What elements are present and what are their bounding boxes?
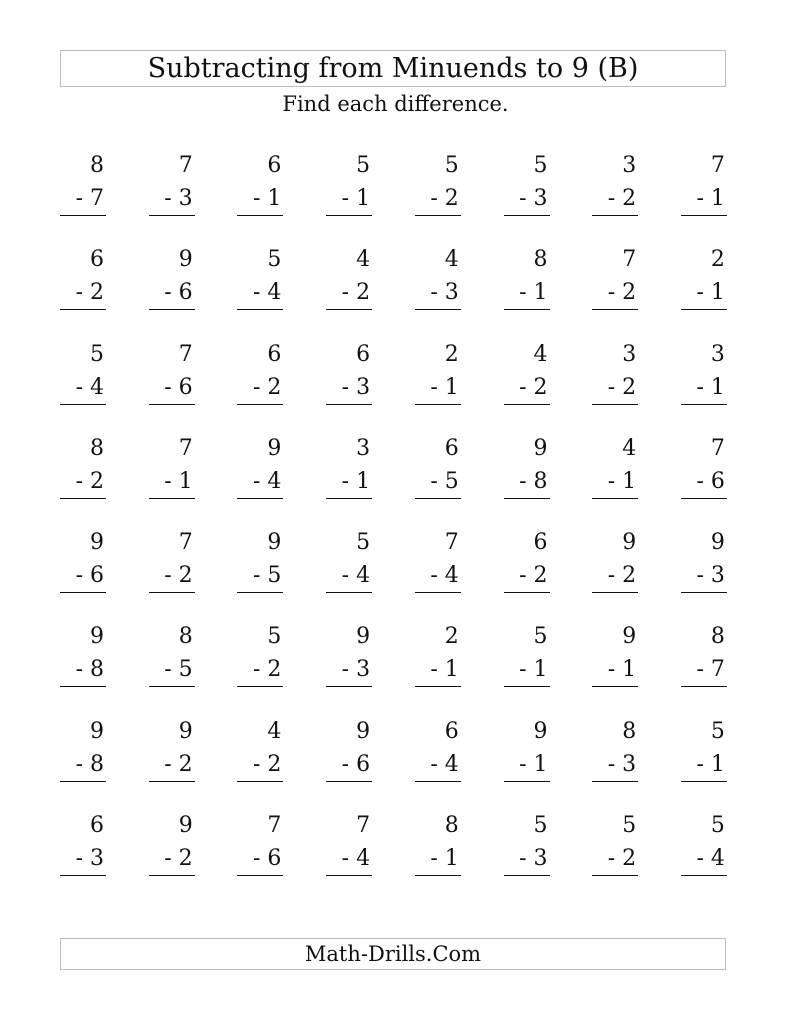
subtrahend: - 3 (592, 748, 638, 782)
subtraction-problem (326, 150, 372, 216)
minuend: 9 (356, 718, 371, 744)
subtraction-problem (60, 621, 106, 687)
minuend: 7 (178, 153, 193, 178)
subtraction-problem (681, 716, 727, 782)
minuend: 9 (533, 718, 548, 744)
footer-box (60, 938, 726, 970)
subtrahend: - 2 (237, 653, 283, 687)
subtraction-problem (415, 621, 461, 687)
subtraction-problem (592, 810, 638, 876)
subtraction-problem (592, 150, 638, 216)
minuend: 8 (622, 718, 637, 744)
subtraction-problem (149, 810, 195, 876)
subtraction-problem (237, 621, 283, 687)
subtraction-problem (326, 339, 372, 405)
minuend: 5 (533, 624, 548, 650)
subtraction-problem (504, 716, 550, 782)
subtrahend: - 3 (681, 559, 727, 593)
subtrahend: - 4 (681, 842, 727, 876)
minuend: 9 (90, 530, 104, 556)
minuend: 9 (710, 530, 725, 556)
subtraction-problem (681, 810, 727, 876)
minuend: 9 (267, 435, 282, 461)
subtrahend: - 1 (326, 465, 372, 499)
minuend: 3 (710, 341, 725, 367)
minuend: 5 (444, 153, 459, 178)
subtrahend: - 2 (149, 842, 195, 876)
subtrahend: - 2 (60, 465, 106, 499)
subtrahend: - 2 (326, 276, 372, 310)
subtrahend: - 1 (415, 653, 461, 687)
minuend: 9 (622, 530, 637, 556)
minuend: 6 (444, 435, 459, 461)
subtrahend: - 2 (504, 559, 550, 593)
subtraction-problem (237, 244, 283, 310)
minuend: 9 (267, 530, 282, 556)
subtrahend: - 4 (415, 559, 461, 593)
minuend: 6 (90, 247, 104, 273)
minuend: 6 (444, 718, 459, 744)
subtrahend: - 1 (504, 653, 550, 687)
subtraction-problem (592, 621, 638, 687)
minuend: 5 (90, 341, 104, 367)
subtraction-problem (60, 527, 106, 593)
subtrahend: - 1 (149, 465, 195, 499)
minuend: 5 (267, 247, 282, 273)
minuend: 7 (178, 435, 193, 461)
subtrahend: - 4 (237, 276, 283, 310)
subtraction-problem (237, 339, 283, 405)
subtraction-problem (504, 810, 550, 876)
subtrahend: - 2 (60, 276, 106, 310)
subtraction-problem (681, 433, 727, 499)
subtrahend: - 1 (681, 371, 727, 405)
minuend: 3 (356, 435, 371, 461)
subtrahend: - 7 (60, 182, 106, 216)
subtrahend: - 2 (592, 371, 638, 405)
subtraction-problem (592, 244, 638, 310)
subtraction-problem (504, 150, 550, 216)
minuend: 3 (622, 153, 637, 178)
subtrahend: - 1 (681, 182, 727, 216)
subtraction-problem (149, 244, 195, 310)
subtraction-problem (326, 621, 372, 687)
subtrahend: - 3 (326, 653, 372, 687)
subtraction-problem (326, 716, 372, 782)
subtraction-problem (504, 244, 550, 310)
minuend: 9 (178, 247, 193, 273)
subtraction-problem (149, 621, 195, 687)
minuend: 4 (267, 718, 282, 744)
subtraction-problem (681, 244, 727, 310)
subtrahend: - 2 (504, 371, 550, 405)
subtrahend: - 1 (415, 371, 461, 405)
problem-row (60, 621, 728, 715)
minuend: 7 (267, 813, 282, 839)
minuend: 6 (356, 341, 371, 367)
subtrahend: - 1 (681, 276, 727, 310)
subtraction-problem (415, 527, 461, 593)
subtraction-problem (60, 339, 106, 405)
subtraction-problem (326, 810, 372, 876)
subtrahend: - 4 (415, 748, 461, 782)
problem-row (60, 339, 728, 433)
minuend: 8 (444, 813, 459, 839)
subtraction-problem (326, 244, 372, 310)
subtraction-problem (60, 244, 106, 310)
subtrahend: - 6 (149, 276, 195, 310)
subtrahend: - 1 (504, 748, 550, 782)
subtrahend: - 1 (504, 276, 550, 310)
minuend: 8 (90, 153, 104, 178)
subtraction-problem (326, 527, 372, 593)
subtraction-problem (415, 244, 461, 310)
subtraction-problem (237, 433, 283, 499)
subtrahend: - 8 (60, 748, 106, 782)
subtrahend: - 1 (681, 748, 727, 782)
minuend: 3 (622, 341, 637, 367)
minuend: 7 (444, 530, 459, 556)
subtraction-problem (149, 716, 195, 782)
minuend: 5 (267, 624, 282, 650)
subtraction-problem (681, 621, 727, 687)
problem-row (60, 244, 728, 338)
minuend: 5 (622, 813, 637, 839)
minuend: 9 (356, 624, 371, 650)
subtrahend: - 4 (237, 465, 283, 499)
minuend: 7 (622, 247, 637, 273)
minuend: 4 (356, 247, 371, 273)
subtraction-problem (415, 716, 461, 782)
minuend: 6 (90, 813, 104, 839)
minuend: 6 (267, 341, 282, 367)
subtrahend: - 2 (592, 276, 638, 310)
problem-row (60, 716, 728, 810)
subtrahend: - 3 (504, 842, 550, 876)
subtraction-problem (415, 339, 461, 405)
subtraction-problem (415, 810, 461, 876)
subtrahend: - 1 (415, 842, 461, 876)
subtrahend: - 1 (237, 182, 283, 216)
minuend: 4 (444, 247, 459, 273)
subtraction-problem (237, 527, 283, 593)
subtrahend: - 3 (149, 182, 195, 216)
minuend: 9 (533, 435, 548, 461)
subtraction-problem (592, 339, 638, 405)
minuend: 9 (622, 624, 637, 650)
minuend: 7 (178, 530, 193, 556)
subtrahend: - 6 (237, 842, 283, 876)
minuend: 2 (710, 247, 725, 273)
minuend: 7 (710, 435, 725, 461)
worksheet-instructions: Find each difference. (282, 92, 509, 116)
subtraction-problem (592, 716, 638, 782)
minuend: 9 (178, 813, 193, 839)
subtraction-problem (681, 527, 727, 593)
minuend: 5 (533, 153, 548, 178)
subtrahend: - 6 (326, 748, 372, 782)
title-box (60, 50, 726, 87)
minuend: 5 (533, 813, 548, 839)
subtraction-problem (592, 527, 638, 593)
subtraction-problem (60, 150, 106, 216)
minuend: 4 (533, 341, 548, 367)
minuend: 2 (444, 624, 459, 650)
problem-row (60, 810, 728, 904)
problem-grid (60, 150, 728, 904)
subtrahend: - 5 (415, 465, 461, 499)
subtrahend: - 2 (592, 842, 638, 876)
subtraction-problem (237, 716, 283, 782)
minuend: 9 (178, 718, 193, 744)
subtraction-problem (60, 810, 106, 876)
subtraction-problem (504, 433, 550, 499)
subtrahend: - 2 (592, 559, 638, 593)
subtrahend: - 2 (237, 748, 283, 782)
minuend: 5 (356, 153, 371, 178)
subtrahend: - 3 (60, 842, 106, 876)
subtraction-problem (149, 339, 195, 405)
minuend: 5 (710, 718, 725, 744)
footer-site: Math-Drills.Com (304, 941, 482, 966)
subtrahend: - 1 (592, 653, 638, 687)
subtraction-problem (415, 433, 461, 499)
subtraction-problem (504, 339, 550, 405)
minuend: 8 (533, 247, 548, 273)
minuend: 9 (90, 718, 104, 744)
subtraction-problem (592, 433, 638, 499)
subtrahend: - 2 (237, 371, 283, 405)
subtrahend: - 2 (415, 182, 461, 216)
subtrahend: - 4 (326, 842, 372, 876)
subtrahend: - 6 (149, 371, 195, 405)
minuend: 4 (622, 435, 637, 461)
subtrahend: - 4 (326, 559, 372, 593)
minuend: 7 (710, 153, 725, 178)
problem-row (60, 433, 728, 527)
subtraction-problem (60, 433, 106, 499)
subtrahend: - 3 (326, 371, 372, 405)
subtrahend: - 5 (149, 653, 195, 687)
subtraction-problem (415, 150, 461, 216)
subtrahend: - 3 (504, 182, 550, 216)
subtraction-problem (326, 433, 372, 499)
minuend: 6 (533, 530, 548, 556)
minuend: 8 (178, 624, 193, 650)
minuend: 8 (90, 435, 104, 461)
subtrahend: - 8 (60, 653, 106, 687)
subtrahend: - 3 (415, 276, 461, 310)
minuend: 9 (90, 624, 104, 650)
subtrahend: - 4 (60, 371, 106, 405)
minuend: 7 (356, 813, 371, 839)
subtrahend: - 1 (592, 465, 638, 499)
minuend: 6 (267, 153, 282, 178)
minuend: 2 (444, 341, 459, 367)
worksheet-title: Subtracting from Minuends to 9 (B) (147, 53, 639, 84)
minuend: 5 (356, 530, 371, 556)
subtraction-problem (237, 810, 283, 876)
subtraction-problem (504, 527, 550, 593)
subtrahend: - 5 (237, 559, 283, 593)
subtrahend: - 1 (326, 182, 372, 216)
subtraction-problem (504, 621, 550, 687)
minuend: 7 (178, 341, 193, 367)
subtraction-problem (681, 150, 727, 216)
subtraction-problem (149, 433, 195, 499)
problem-row (60, 527, 728, 621)
subtrahend: - 2 (149, 559, 195, 593)
minuend: 5 (710, 813, 725, 839)
subtraction-problem (149, 527, 195, 593)
minuend: 8 (710, 624, 725, 650)
subtrahend: - 2 (149, 748, 195, 782)
subtrahend: - 6 (60, 559, 106, 593)
problem-row (60, 150, 728, 244)
subtraction-problem (681, 339, 727, 405)
subtraction-problem (149, 150, 195, 216)
subtrahend: - 2 (592, 182, 638, 216)
subtrahend: - 6 (681, 465, 727, 499)
subtrahend: - 7 (681, 653, 727, 687)
subtraction-problem (60, 716, 106, 782)
subtrahend: - 8 (504, 465, 550, 499)
subtraction-problem (237, 150, 283, 216)
